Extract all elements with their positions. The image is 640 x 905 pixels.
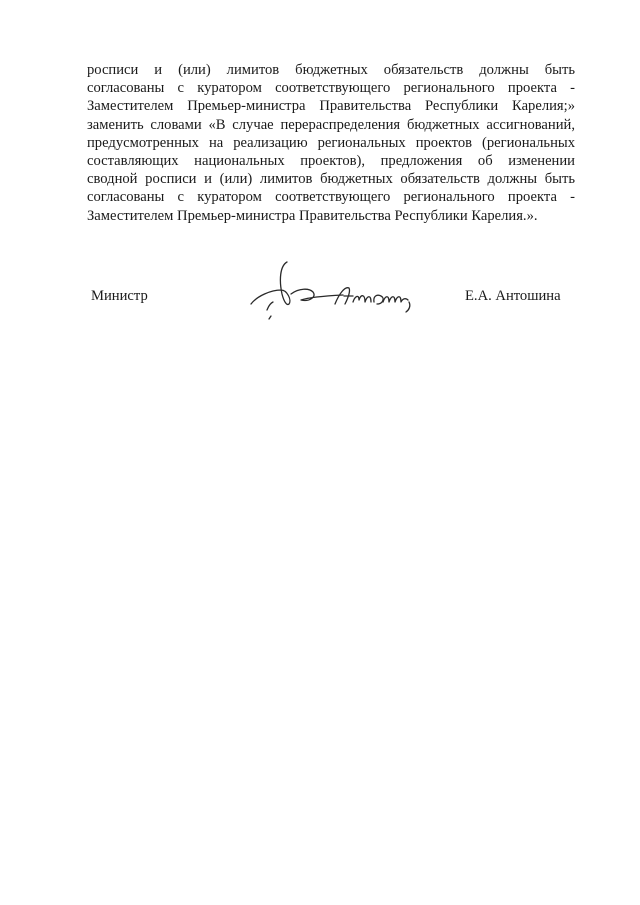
signatory-title: Министр [91,288,148,304]
text-line: Заместителем Премьер-министра Правительства Республики Карелия.». [87,207,538,224]
handwritten-signature [243,258,423,320]
text-line: согласованы с куратором соответствующего регионального проекта - [87,80,575,97]
document-body [87,61,575,225]
signatory-name: Е.А. Антошина [465,288,561,304]
text-line: сводной росписи и (или) лимитов бюджетных обязательств должны быть [87,171,575,188]
text-line: росписи и (или) лимитов бюджетных обязательств должны быть [87,62,575,78]
text-line: согласованы с куратором соответствующего регионального проекта - [87,189,575,206]
text-line: Заместителем Премьер-министра Правительства Республики Карелия;» [87,98,575,115]
text-line: составляющих национальных проектов), предложения об изменении [87,153,575,170]
text-line: предусмотренных на реализацию региональных проектов (региональных [87,134,575,151]
text-line: заменить словами «В случае перераспределения бюджетных ассигнований, [87,116,575,133]
